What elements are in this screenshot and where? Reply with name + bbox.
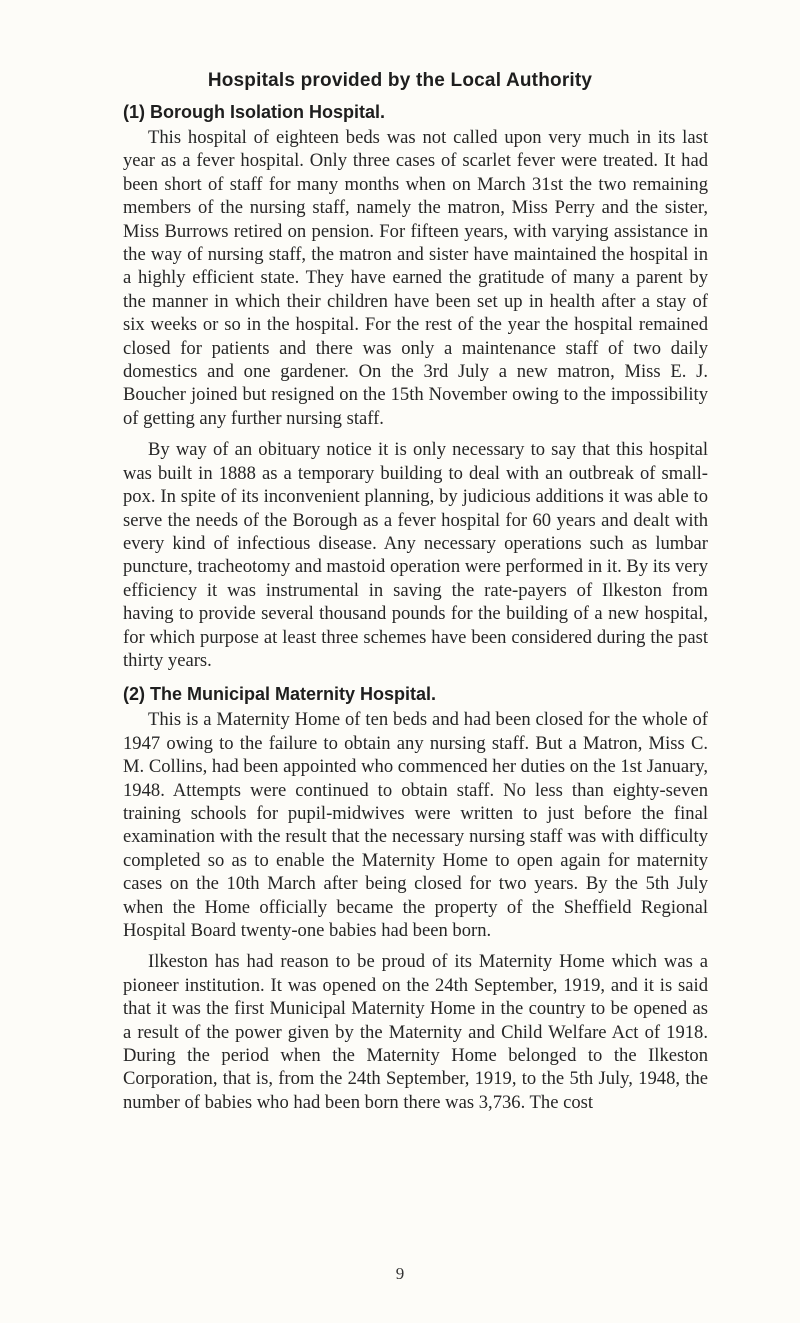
paragraph: Ilkeston has had reason to be proud of its Maternity Home which was a pioneer institution. It was opened on the 24th September, 1919, and it is said that it was the first Municipal Maternity Home in the country to be opened as a result of the power given by the Maternity and Child Welfare Act of 1918. During the period when the Maternity Home belonged to the Ilkeston Corporation, that is, from the 24th September, 1919, to the 5th July, 1948, the number of babies who had been born there was 3,736. The cost — [123, 951, 708, 1113]
section-borough-isolation-hospital — [123, 98, 708, 672]
page-number: 9 — [395, 1264, 405, 1283]
paragraph: This hospital of eighteen beds was not called upon very much in its last year as a fever hospital. Only three cases of scarlet fever were treated. It had been short of staff for many months when on March 31st the two remaining members of the nursing staff, namely the matron, Miss Perry and the sister, Miss Burrows retired on pension. For fifteen years, with varying assistance in the way of nursing staff, the matron and sister have maintained the hospital in a highly efficient state. They have earned the gratitude of many a parent by the manner in which their children have been set up in health after a stay of six weeks or so in the hospital. For the rest of the year the hospital remained closed for patients and there was only a maintenance staff of two daily domestics and one gardener. On the 3rd July a new matron, Miss E. J. Boucher joined but resigned on the 15th November owing to the impossibility of getting any further nursing staff. — [123, 127, 708, 429]
section-title: (1) Borough Isolation Hospital. — [123, 102, 385, 122]
body-text — [123, 98, 708, 1122]
page-heading: Hospitals provided by the Local Authority — [207, 70, 593, 91]
section-municipal-maternity-hospital — [123, 680, 708, 1114]
paragraph: This is a Maternity Home of ten beds and had been closed for the whole of 1947 owing to the failure to obtain any nursing staff. But a Matron, Miss C. M. Collins, had been appointed who commenced her duties on the 1st January, 1948. Attempts were continued to obtain staff. No less than eighty-seven training schools for pupil-midwives were written to just before the final examination with the result that the necessary nursing staff was with difficulty completed so as to enable the Maternity Home to open again for maternity cases on the 10th March after being closed for two years. By the 5th July when the Home officially became the property of the Sheffield Regional Hospital Board twenty-one babies had been born. — [123, 709, 708, 941]
section-title: (2) The Municipal Maternity Hospital. — [123, 684, 437, 705]
paragraph: By way of an obituary notice it is only necessary to say that this hospital was built in 1888 as a temporary building to deal with an outbreak of small-pox. In spite of its inconvenient planning, by judicious additions it was able to serve the needs of the Borough as a fever hospital for 60 years and dealt with every kind of infectious disease. Any necessary operations such as lumbar puncture, tracheotomy and mastoid operation were performed in it. By its very efficiency it was instrumental in saving the rate-payers of Ilkeston from having to provide several thousand pounds for the building of a new hospital, for which purpose at least three schemes have been considered during the past thirty years. — [123, 439, 709, 671]
